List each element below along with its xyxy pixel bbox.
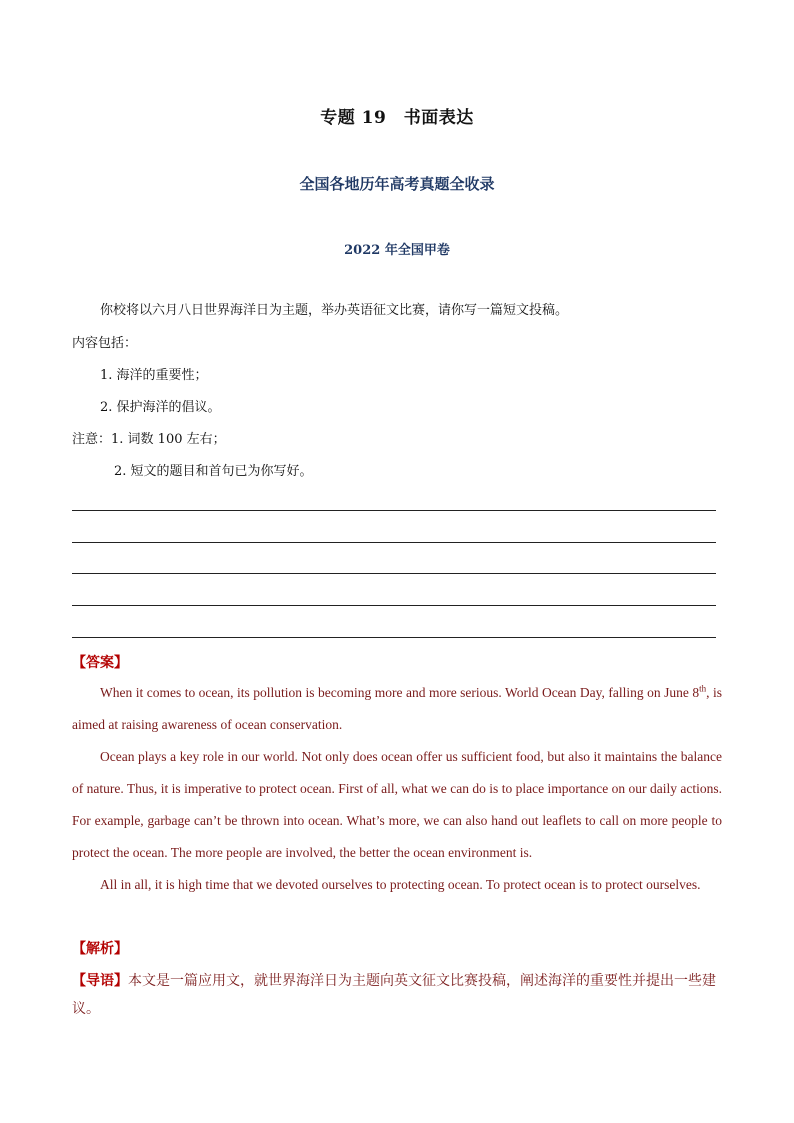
writing-line (72, 510, 716, 511)
answer-paragraph-2: Ocean plays a key role in our world. Not only does ocean offer us sufficient food, but also it maintains the balance of nature. Thus, it is imperative to protect ocean. First of all, what we can do is to place importance on our daily actions. For example, garbage can’t be thrown into ocean. What’s more, we can also hand out leaflets to call on more people to protect the ocean. The more people are involved, the better the ocean environment is. (72, 749, 722, 860)
writing-line (72, 573, 716, 574)
answer-text (72, 677, 722, 901)
guide-text: 本文是一篇应用文，就世界海洋日为主题向英文征文比赛投稿，阐述海洋的重要性并提出一些建议。 (72, 973, 716, 1017)
writing-line (72, 605, 716, 606)
prompt-intro: 你校将以六月八日世界海洋日为主题，举办英语征文比赛，请你写一篇短文投稿。 (100, 303, 569, 318)
content-label: 内容包括： (72, 336, 138, 351)
content-item-1: 1. 海洋的重要性； (100, 368, 208, 383)
note-2: 2. 短文的题目和首句已为你写好。 (114, 464, 313, 479)
exam-year-heading: 2022 年全国甲卷 (344, 243, 450, 258)
note-1: 注意：1. 词数 100 左右； (72, 432, 226, 447)
page-subtitle: 全国各地历年高考真题全收录 (299, 175, 495, 193)
answer-label: 【答案】 (72, 655, 128, 671)
analysis-guide (72, 967, 722, 1023)
answer-paragraph-3: All in all, it is high time that we devoted ourselves to protecting ocean. To protect ocean is to protect ourselves. (100, 877, 701, 892)
writing-line (72, 542, 716, 543)
guide-tag: 【导语】 (72, 973, 128, 989)
page-title: 专题 19 书面表达 (320, 108, 474, 128)
analysis-label: 【解析】 (72, 941, 128, 957)
content-item-2: 2. 保护海洋的倡议。 (100, 400, 221, 415)
writing-line (72, 637, 716, 638)
answer-paragraph-1: When it comes to ocean, its pollution is becoming more and more serious. World Ocean Day, falling on June 8th, is aimed at raising awareness of ocean conservation. (72, 683, 722, 732)
